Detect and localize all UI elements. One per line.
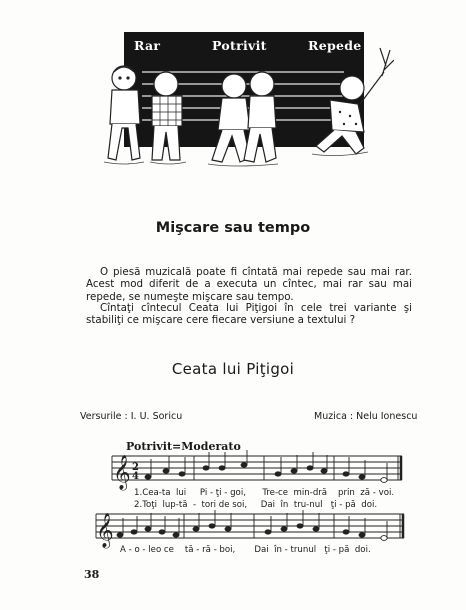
treble-clef-icon: 𝄞 [113, 455, 131, 490]
label-rar: Rar [134, 38, 161, 53]
tempo-marking: Potrivit=Moderato [126, 440, 241, 453]
time-signature: 2 [132, 462, 139, 473]
label-repede: Repede [308, 38, 362, 53]
notes-staff-1 [145, 450, 387, 482]
lyrics-credit: Versurile : I. U. Soricu [80, 411, 183, 422]
treble-clef-icon-2: 𝄞 [96, 513, 114, 548]
notes-staff-2 [117, 510, 387, 540]
staff-2 [96, 514, 404, 538]
music-credit: Muzica : Nelu Ionescu [314, 411, 418, 422]
lyric-verse-2: 2.Toţi lup-tă - tori de soi, Dai în tru-nul ţi - pă doi. [134, 500, 378, 510]
label-potrivit: Potrivit [212, 38, 267, 53]
paragraph-exercise: Cîntaţi cîntecul Ceata lui Piţigoi în cele trei variante şi stabiliţi ce mişcare cere fiecare versiune a textului ? [86, 302, 412, 327]
staff-1 [112, 456, 402, 480]
time-signature-bottom: 4 [132, 471, 139, 482]
page-number: 38 [84, 568, 100, 581]
lyric-refrain: A - o - leo ce tă - ră - boi, Dai în - trunul ţi - pă doi. [120, 545, 371, 555]
paragraph-definition: O piesă muzicală poate fi cîntată mai repede sau mai rar. Acest mod diferit de a executa un cîntec, mai rar sau mai repede, se numeşte mişcare sau tempo. [86, 266, 412, 303]
section-title: Mişcare sau tempo [155, 220, 311, 236]
song-title: Ceata lui Piţigoi [171, 360, 295, 378]
lyric-verse-1: 1.Cea-ta lui Pi - ţi - goi, Tre-ce min-dră prin ză - voi. [134, 488, 395, 498]
